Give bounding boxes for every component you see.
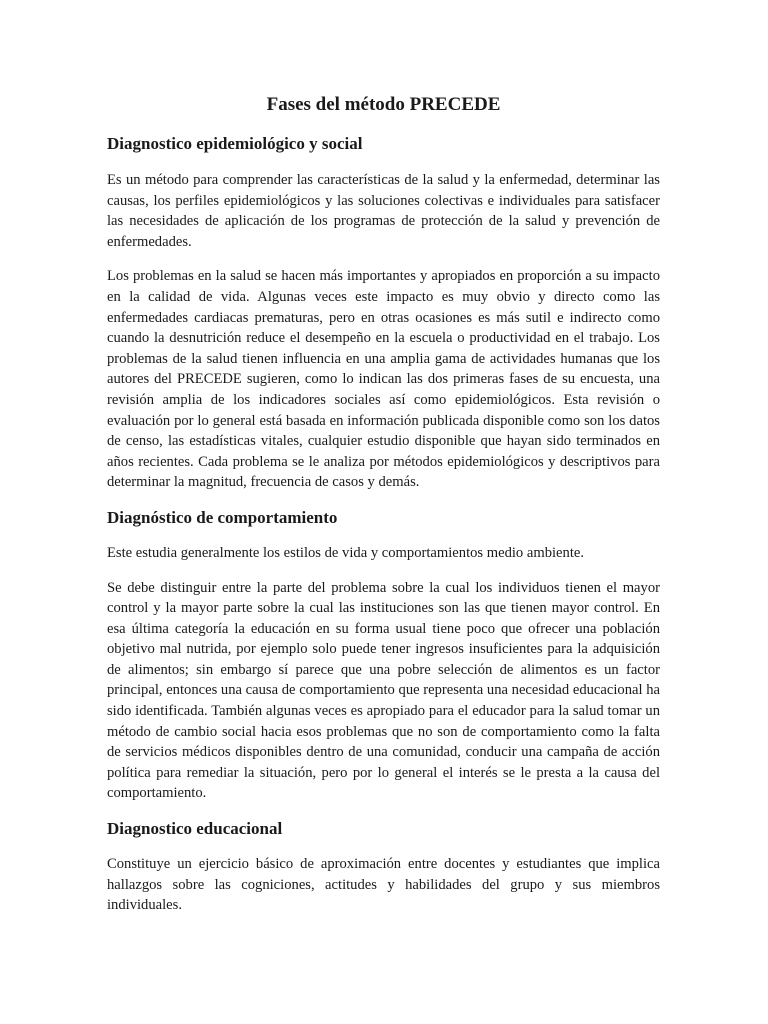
paragraph-epidemiologico-2: Los problemas en la salud se hacen más importantes y apropiados en proporción a su impacto en la calidad de vida. Algunas veces este impacto es muy obvio y directo como las enfermedades cardiacas prematuras, pero en otras ocasiones es más sutil e indirecto como cuando la desnutrición reduce el desempeño en la escuela o productividad en el trabajo. Los problemas de la salud tienen influencia en una amplia gama de actividades humanas que los autores del PRECEDE sugieren, como lo indican las dos primeras fases de su encuesta, una revisión amplia de los indicadores sociales así como epidemiológicos. Esta revisión o evaluación por lo general está basada en información publicada disponible como son los datos de censo, las estadísticas vitales, cualquier estudio disponible que hayan sido terminados en años recientes. Cada problema se le analiza por métodos epidemiológicos y descriptivos para determinar la magnitud, frecuencia de casos y demás. xyxy=(107,268,660,491)
section-heading-educacional: Diagnostico educacional xyxy=(107,819,283,839)
section-heading-epidemiologico: Diagnostico epidemiológico y social xyxy=(107,134,363,153)
section-heading-comportamiento: Diagnóstico de comportamiento xyxy=(107,507,338,527)
paragraph-comportamiento-1: Este estudia generalmente los estilos de vida y comportamientos medio ambiente. xyxy=(107,544,585,561)
document-body xyxy=(107,93,660,930)
document-title: Fases del método PRECEDE xyxy=(266,94,501,115)
paragraph-epidemiologico-1: Es un método para comprender las características de la salud y la enfermedad, determinar las causas, los perfiles epidemiológicos y las soluciones colectivas e individuales para satisfacer las necesidades de aplicación de los programas de protección de la salud y prevención de enfermedades. xyxy=(107,172,660,250)
paragraph-educacional-1: Constituye un ejercicio básico de aproximación entre docentes y estudiantes que implica hallazgos sobre las cogniciones, actitudes y habilidades del grupo y sus miembros individuales. xyxy=(107,856,660,914)
paragraph-comportamiento-2: Se debe distinguir entre la parte del problema sobre la cual los individuos tienen el mayor control y la mayor parte sobre la cual las instituciones son las que tienen mayor control. En esa última categoría la educación en su forma usual tiene poco que ofrecer una población objetivo mal nutrida, por ejemplo solo puede tener ingresos insuficientes para la adquisición de alimentos; sin embargo sí parece que una pobre selección de alimentos es un factor principal, entonces una causa de comportamiento que representa una necesidad educacional ha sido identificada. También algunas veces es apropiado para el educador para la salud tomar un método de cambio social hacia esos problemas que no son de comportamiento como la falta de servicios médicos disponibles dentro de una comunidad, conducir una campaña de acción política para remediar la situación, pero por lo general el interés se le presta a la causa del comportamiento. xyxy=(107,579,660,802)
